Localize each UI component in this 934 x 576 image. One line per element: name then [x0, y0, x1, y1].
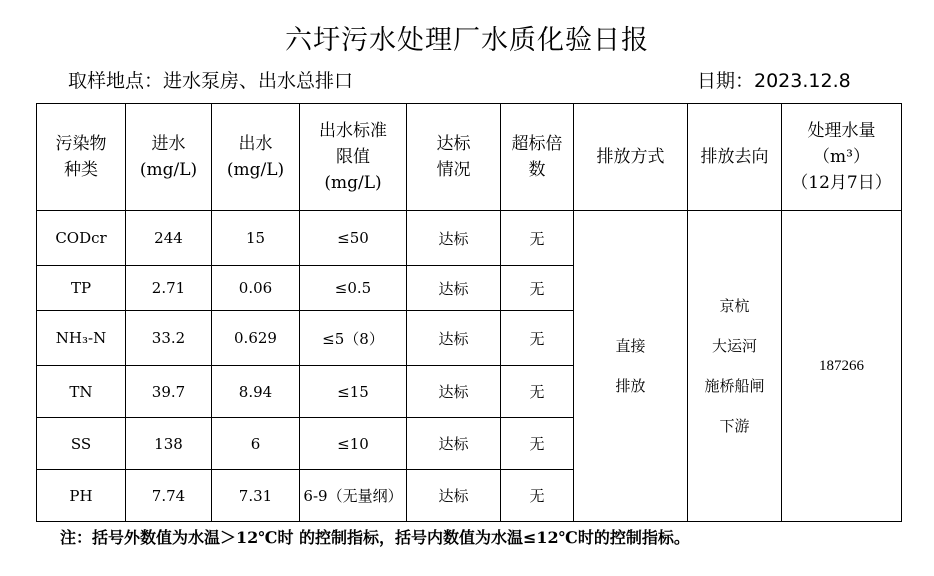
header-pollutant: 污染物 种类 [37, 104, 126, 211]
cell-limit: ≤15 [300, 366, 407, 418]
cell-influent: 244 [126, 211, 212, 266]
treated-volume-cell: 187266 [782, 211, 902, 522]
cell-limit: ≤0.5 [300, 266, 407, 311]
cell-pollutant: SS [37, 418, 126, 470]
cell-effluent: 8.94 [212, 366, 300, 418]
cell-limit: ≤50 [300, 211, 407, 266]
header-influent: 进水 (mg/L) [126, 104, 212, 211]
sampling-location: 取样地点：进水泵房、出水总排口 [68, 70, 354, 92]
cell-influent: 33.2 [126, 311, 212, 366]
cell-exceed: 无 [501, 266, 574, 311]
cell-pollutant: TP [37, 266, 126, 311]
discharge-destination-cell: 京杭 大运河 施桥船闸 下游 [688, 211, 782, 522]
header-compliance: 达标 情况 [407, 104, 501, 211]
cell-effluent: 0.06 [212, 266, 300, 311]
table-header-row [37, 104, 902, 211]
header-limit: 出水标准 限值 (mg/L) [300, 104, 407, 211]
cell-influent: 2.71 [126, 266, 212, 311]
cell-exceed: 无 [501, 311, 574, 366]
cell-compliance: 达标 [407, 366, 501, 418]
cell-limit: ≤10 [300, 418, 407, 470]
water-quality-table [36, 103, 902, 522]
header-effluent: 出水 (mg/L) [212, 104, 300, 211]
cell-influent: 138 [126, 418, 212, 470]
cell-influent: 7.74 [126, 470, 212, 522]
cell-effluent: 15 [212, 211, 300, 266]
cell-exceed: 无 [501, 211, 574, 266]
table-row [37, 211, 902, 266]
footnote: 注：括号外数值为水温＞12℃时 的控制指标，括号内数值为水温≤12℃时的控制指标。 [60, 528, 690, 547]
header-method: 排放方式 [574, 104, 688, 211]
cell-compliance: 达标 [407, 418, 501, 470]
header-volume: 处理水量 （m³） （12月7日） [782, 104, 902, 211]
header-exceed: 超标倍 数 [501, 104, 574, 211]
cell-limit: 6-9（无量纲） [300, 470, 407, 522]
cell-pollutant: CODcr [37, 211, 126, 266]
cell-pollutant: NH₃-N [37, 311, 126, 366]
cell-compliance: 达标 [407, 266, 501, 311]
cell-compliance: 达标 [407, 211, 501, 266]
cell-exceed: 无 [501, 470, 574, 522]
table-body [37, 211, 902, 522]
cell-exceed: 无 [501, 418, 574, 470]
cell-limit: ≤5（8） [300, 311, 407, 366]
cell-pollutant: PH [37, 470, 126, 522]
cell-compliance: 达标 [407, 470, 501, 522]
report-title: 六圩污水处理厂水质化验日报 [285, 25, 649, 56]
header-destination: 排放去向 [688, 104, 782, 211]
report-date: 日期：2023.12.8 [697, 70, 851, 92]
cell-effluent: 6 [212, 418, 300, 470]
cell-effluent: 0.629 [212, 311, 300, 366]
cell-exceed: 无 [501, 366, 574, 418]
cell-compliance: 达标 [407, 311, 501, 366]
cell-effluent: 7.31 [212, 470, 300, 522]
discharge-method-cell: 直接 排放 [574, 211, 688, 522]
cell-influent: 39.7 [126, 366, 212, 418]
cell-pollutant: TN [37, 366, 126, 418]
